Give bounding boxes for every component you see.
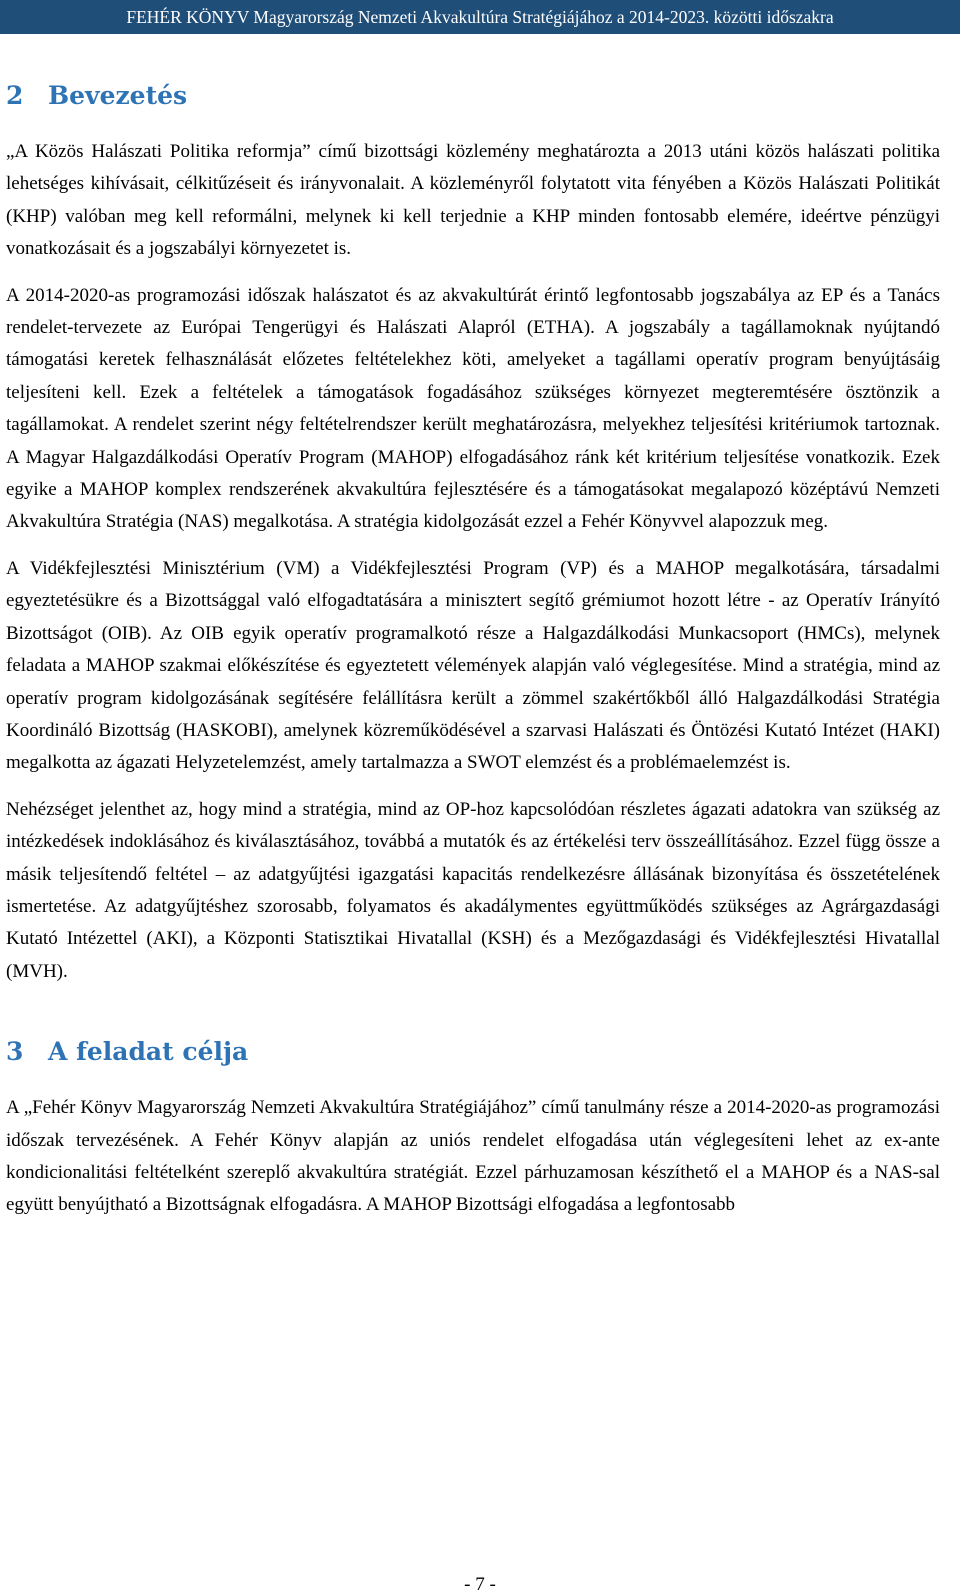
page-number: - 7 - (464, 1574, 496, 1595)
header-title: FEHÉR KÖNYV Magyarország Nemzeti Akvakultúra Stratégiájához a 2014-2023. közötti időszakra (126, 7, 834, 27)
section-heading-feladat-celja (6, 1028, 940, 1076)
section-number: 2 (6, 81, 24, 110)
section-heading-bevezetes (6, 72, 940, 120)
paragraph: A Vidékfejlesztési Minisztérium (VM) a Vidékfejlesztési Program (VP) és a MAHOP megalkotására, társadalmi egyeztetésükre és a Bizottsággal való elfogadtatására a minisztert segítő grémiumot hozott létre - az Operatív Irányító Bizottságot (OIB). Az OIB egyik operatív programalkotó része a Halgazdálkodási Munkacsoport (HMCs), melynek feladata a MAHOP szakmai előkészítése és egyeztetett vélemények alapján való véglegesítése. Mind a stratégia, mind az operatív program kidolgozásának segítésére felállításra került a zömmel szakértőkből álló Halgazdálkodási Stratégia Koordináló Bizottság (HASKOBI), amelynek közreműködésével a szarvasi Halászati és Öntözési Kutató Intézet (HAKI) megalkotta az ágazati Helyzetelemzést, amely tartalmazza a SWOT elemzést és a problémaelemzést is. (6, 557, 940, 774)
document-body (6, 72, 940, 1222)
page-header (0, 0, 960, 34)
paragraph: A 2014-2020-as programozási időszak halászatot és az akvakultúrát érintő legfontosabb jogszabálya az EP és a Tanács rendelet-tervezete az Európai Tengerügyi és Halászati Alapról (ETHA). A jogszabály a tagállamoknak nyújtandó támogatási keretek felhasználását előzetes feltételekhez köti, amelyeket a tagállami operatív program benyújtásáig teljesíteni kell. Ezek a feltételek a támogatások fogadásához szükséges környezet megteremtésére ösztönzik a tagállamokat. A rendelet szerint négy feltételrendszer került meghatározásra, melyekhez teljesítési kritériumok tartoznak. A Magyar Halgazdálkodási Operatív Program (MAHOP) elfogadásához ránk két kritérium teljesítése vonatkozik. Ezek egyike a MAHOP komplex rendszerének akvakultúra fejlesztésére és a támogatásokat megalapozó középtávú Nemzeti Akvakultúra Stratégia (NAS) megalkotása. A stratégia kidolgozását ezzel a Fehér Könyvvel alapozzuk meg. (6, 284, 940, 533)
section-title: Bevezetés (48, 81, 188, 110)
section-number: 3 (6, 1037, 24, 1067)
paragraph: Nehézséget jelenthet az, hogy mind a stratégia, mind az OP-hoz kapcsolódóan részletes ágazati adatokra van szükség az intézkedések indoklásához és kiválasztásához, továbbá a mutatók és az értékelési terv összeállításához. Ezzel függ össze a másik teljesítendő feltétel – az adatgyűjtési igazgatási kapacitás rendelkezésre állásának bizonyítása és összetételének ismertetése. Az adatgyűjtéshez szorosabb, folyamatos és akadálymentes együttműködés szükséges az Agrárgazdasági Kutató Intézettel (AKI), a Központi Statisztikai Hivatallal (KSH) és a Mezőgazdasági és Vidékfejlesztési Hivatallal (MVH). (6, 798, 940, 982)
paragraph: „A Közös Halászati Politika reformja” című bizottsági közlemény meghatározta a 2013 utáni közös halászati politika lehetséges kihívásait, célkitűzéseit és irányvonalait. A közleményről folytatott vita fényében a Közös Halászati Politikát (KHP) valóban meg kell reformálni, melynek ki kell terjednie a KHP minden fontosabb elemére, ideértve pénzügyi vonatkozásait és a jogszabályi környezetet is. (6, 141, 940, 260)
paragraph: A „Fehér Könyv Magyarország Nemzeti Akvakultúra Stratégiájához” című tanulmány része a 2014-2020-as programozási időszak tervezésének. A Fehér Könyv alapján az uniós rendelet elfogadása után véglegesíteni lehet az ex-ante kondicionalitási feltételként szereplő akvakultúra stratégiát. Ezzel párhuzamosan készíthető el a MAHOP és a NAS-sal együtt benyújtható a Bizottságnak elfogadásra. A MAHOP Bizottsági elfogadása a legfontosabb (6, 1097, 940, 1216)
section-title: A feladat célja (48, 1037, 249, 1067)
